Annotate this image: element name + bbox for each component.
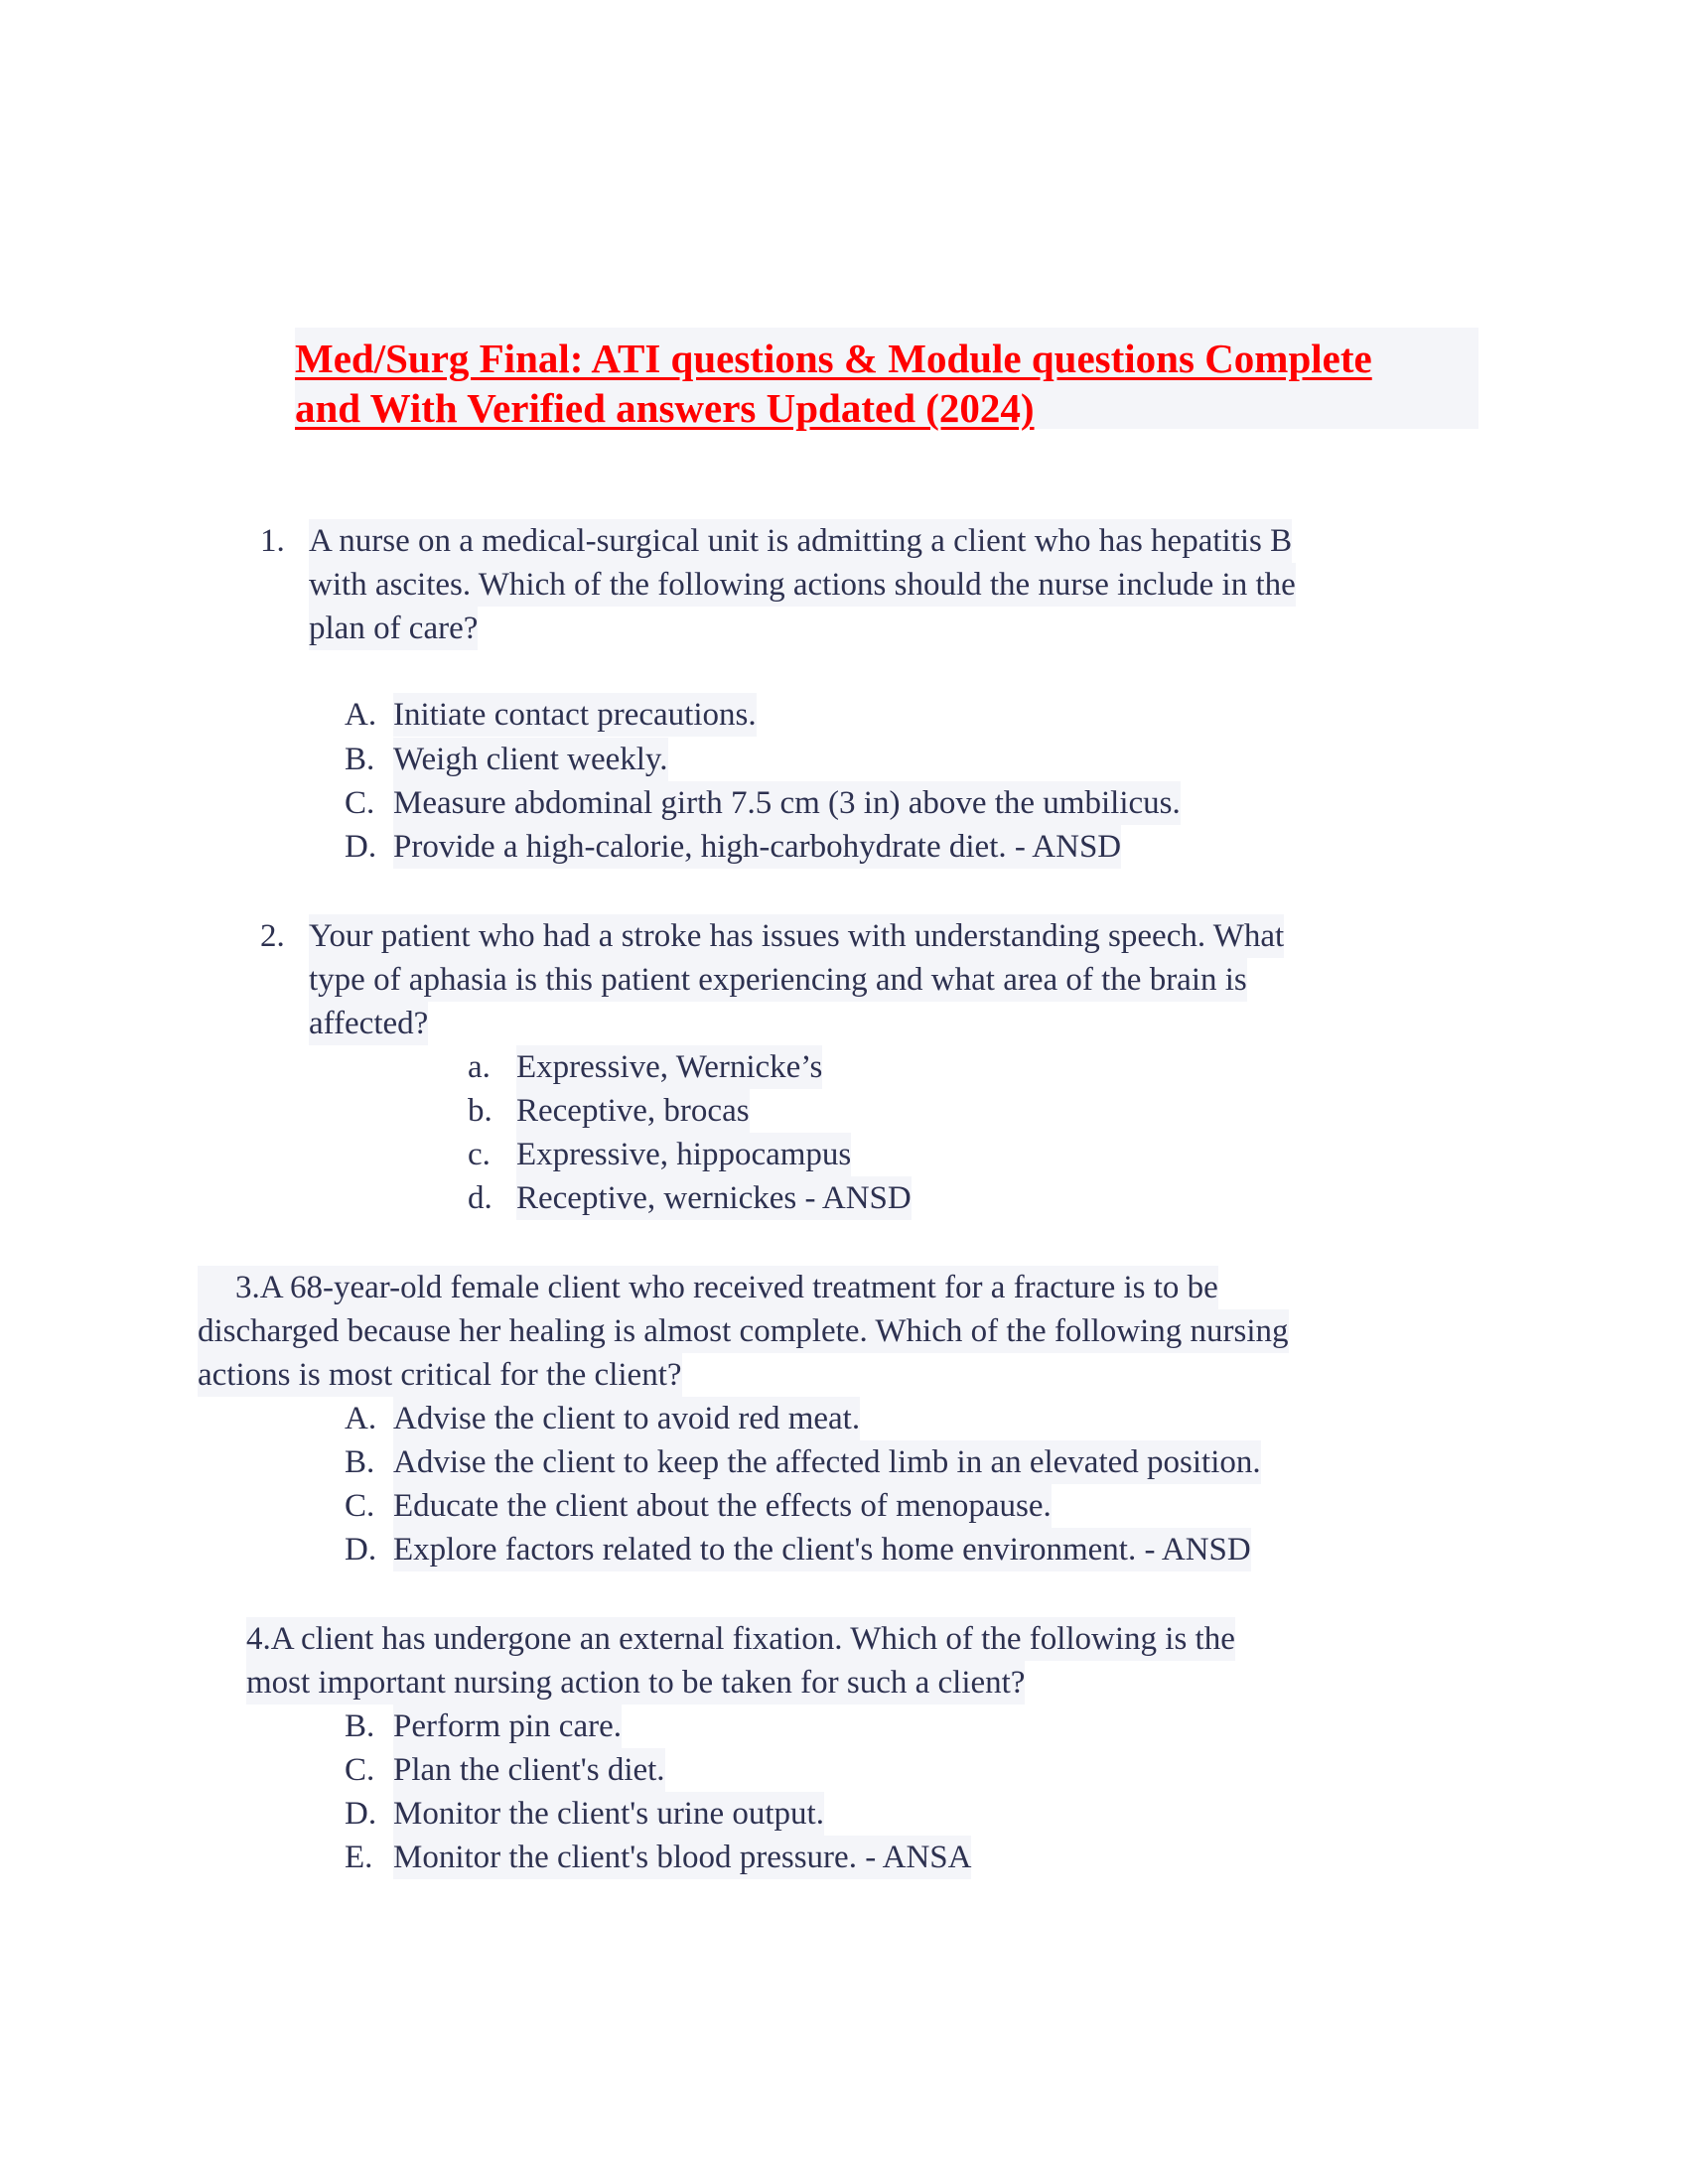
question-text-line: with ascites. Which of the following actions should the nurse include in the bbox=[309, 563, 1296, 607]
question-text-line: plan of care? bbox=[309, 607, 478, 650]
option-letter: C. bbox=[345, 1752, 375, 1788]
option-text: Plan the client's diet. bbox=[393, 1748, 665, 1792]
option-letter: C. bbox=[345, 785, 375, 821]
option-letter: D. bbox=[345, 1796, 377, 1832]
option-letter: a. bbox=[468, 1049, 491, 1085]
option-letter: b. bbox=[468, 1093, 492, 1129]
option-text: Expressive, hippocampus bbox=[516, 1133, 851, 1176]
option-text: Provide a high-calorie, high-carbohydrate diet. - ANSD bbox=[393, 825, 1121, 869]
option-text: Initiate contact precautions. bbox=[393, 693, 757, 737]
question-number: 1. bbox=[260, 523, 285, 559]
option-text: Monitor the client's urine output. bbox=[393, 1792, 824, 1836]
question-text-line: Your patient who had a stroke has issues with understanding speech. What bbox=[309, 914, 1284, 958]
option-text: Receptive, brocas bbox=[516, 1089, 750, 1133]
option-letter: A. bbox=[345, 1401, 377, 1436]
option-text: Measure abdominal girth 7.5 cm (3 in) above the umbilicus. bbox=[393, 781, 1181, 825]
option-letter: B. bbox=[345, 1444, 375, 1480]
question-text-line: A nurse on a medical-surgical unit is admitting a client who has hepatitis B bbox=[309, 519, 1292, 563]
question-number: 2. bbox=[260, 918, 285, 954]
option-text: Advise the client to avoid red meat. bbox=[393, 1397, 860, 1440]
question-text-line: affected? bbox=[309, 1002, 428, 1045]
option-letter: d. bbox=[468, 1180, 492, 1216]
option-text: Perform pin care. bbox=[393, 1705, 622, 1748]
option-letter: C. bbox=[345, 1488, 375, 1524]
question-text-line: type of aphasia is this patient experiencing and what area of the brain is bbox=[309, 958, 1247, 1002]
question-text-line: discharged because her healing is almost complete. Which of the following nursing bbox=[198, 1309, 1289, 1353]
question-text-line: actions is most critical for the client? bbox=[198, 1353, 682, 1397]
question-text-line: 3.A 68-year-old female client who received treatment for a fracture is to be bbox=[198, 1266, 1218, 1309]
option-text: Expressive, Wernicke’s bbox=[516, 1045, 822, 1089]
option-text: Weigh client weekly. bbox=[393, 738, 668, 781]
option-text: Advise the client to keep the affected limb in an elevated position. bbox=[393, 1440, 1261, 1484]
option-text: Explore factors related to the client's home environment. - ANSD bbox=[393, 1528, 1251, 1571]
option-letter: c. bbox=[468, 1137, 491, 1172]
option-text: Monitor the client's blood pressure. - ANSA bbox=[393, 1836, 971, 1879]
document-title-line-2: and With Verified answers Updated (2024) bbox=[295, 385, 1035, 431]
document-title-line-1: Med/Surg Final: ATI questions & Module questions Complete bbox=[295, 336, 1372, 381]
option-letter: D. bbox=[345, 1532, 377, 1568]
option-text: Receptive, wernickes - ANSD bbox=[516, 1176, 912, 1220]
option-text: Educate the client about the effects of menopause. bbox=[393, 1484, 1052, 1528]
option-letter: A. bbox=[345, 697, 377, 733]
question-text-line: 4.A client has undergone an external fixation. Which of the following is the bbox=[246, 1617, 1235, 1661]
option-letter: B. bbox=[345, 1708, 375, 1744]
option-letter: E. bbox=[345, 1840, 373, 1875]
question-text-line: most important nursing action to be taken for such a client? bbox=[246, 1661, 1025, 1705]
option-letter: D. bbox=[345, 829, 377, 865]
option-letter: B. bbox=[345, 742, 375, 777]
